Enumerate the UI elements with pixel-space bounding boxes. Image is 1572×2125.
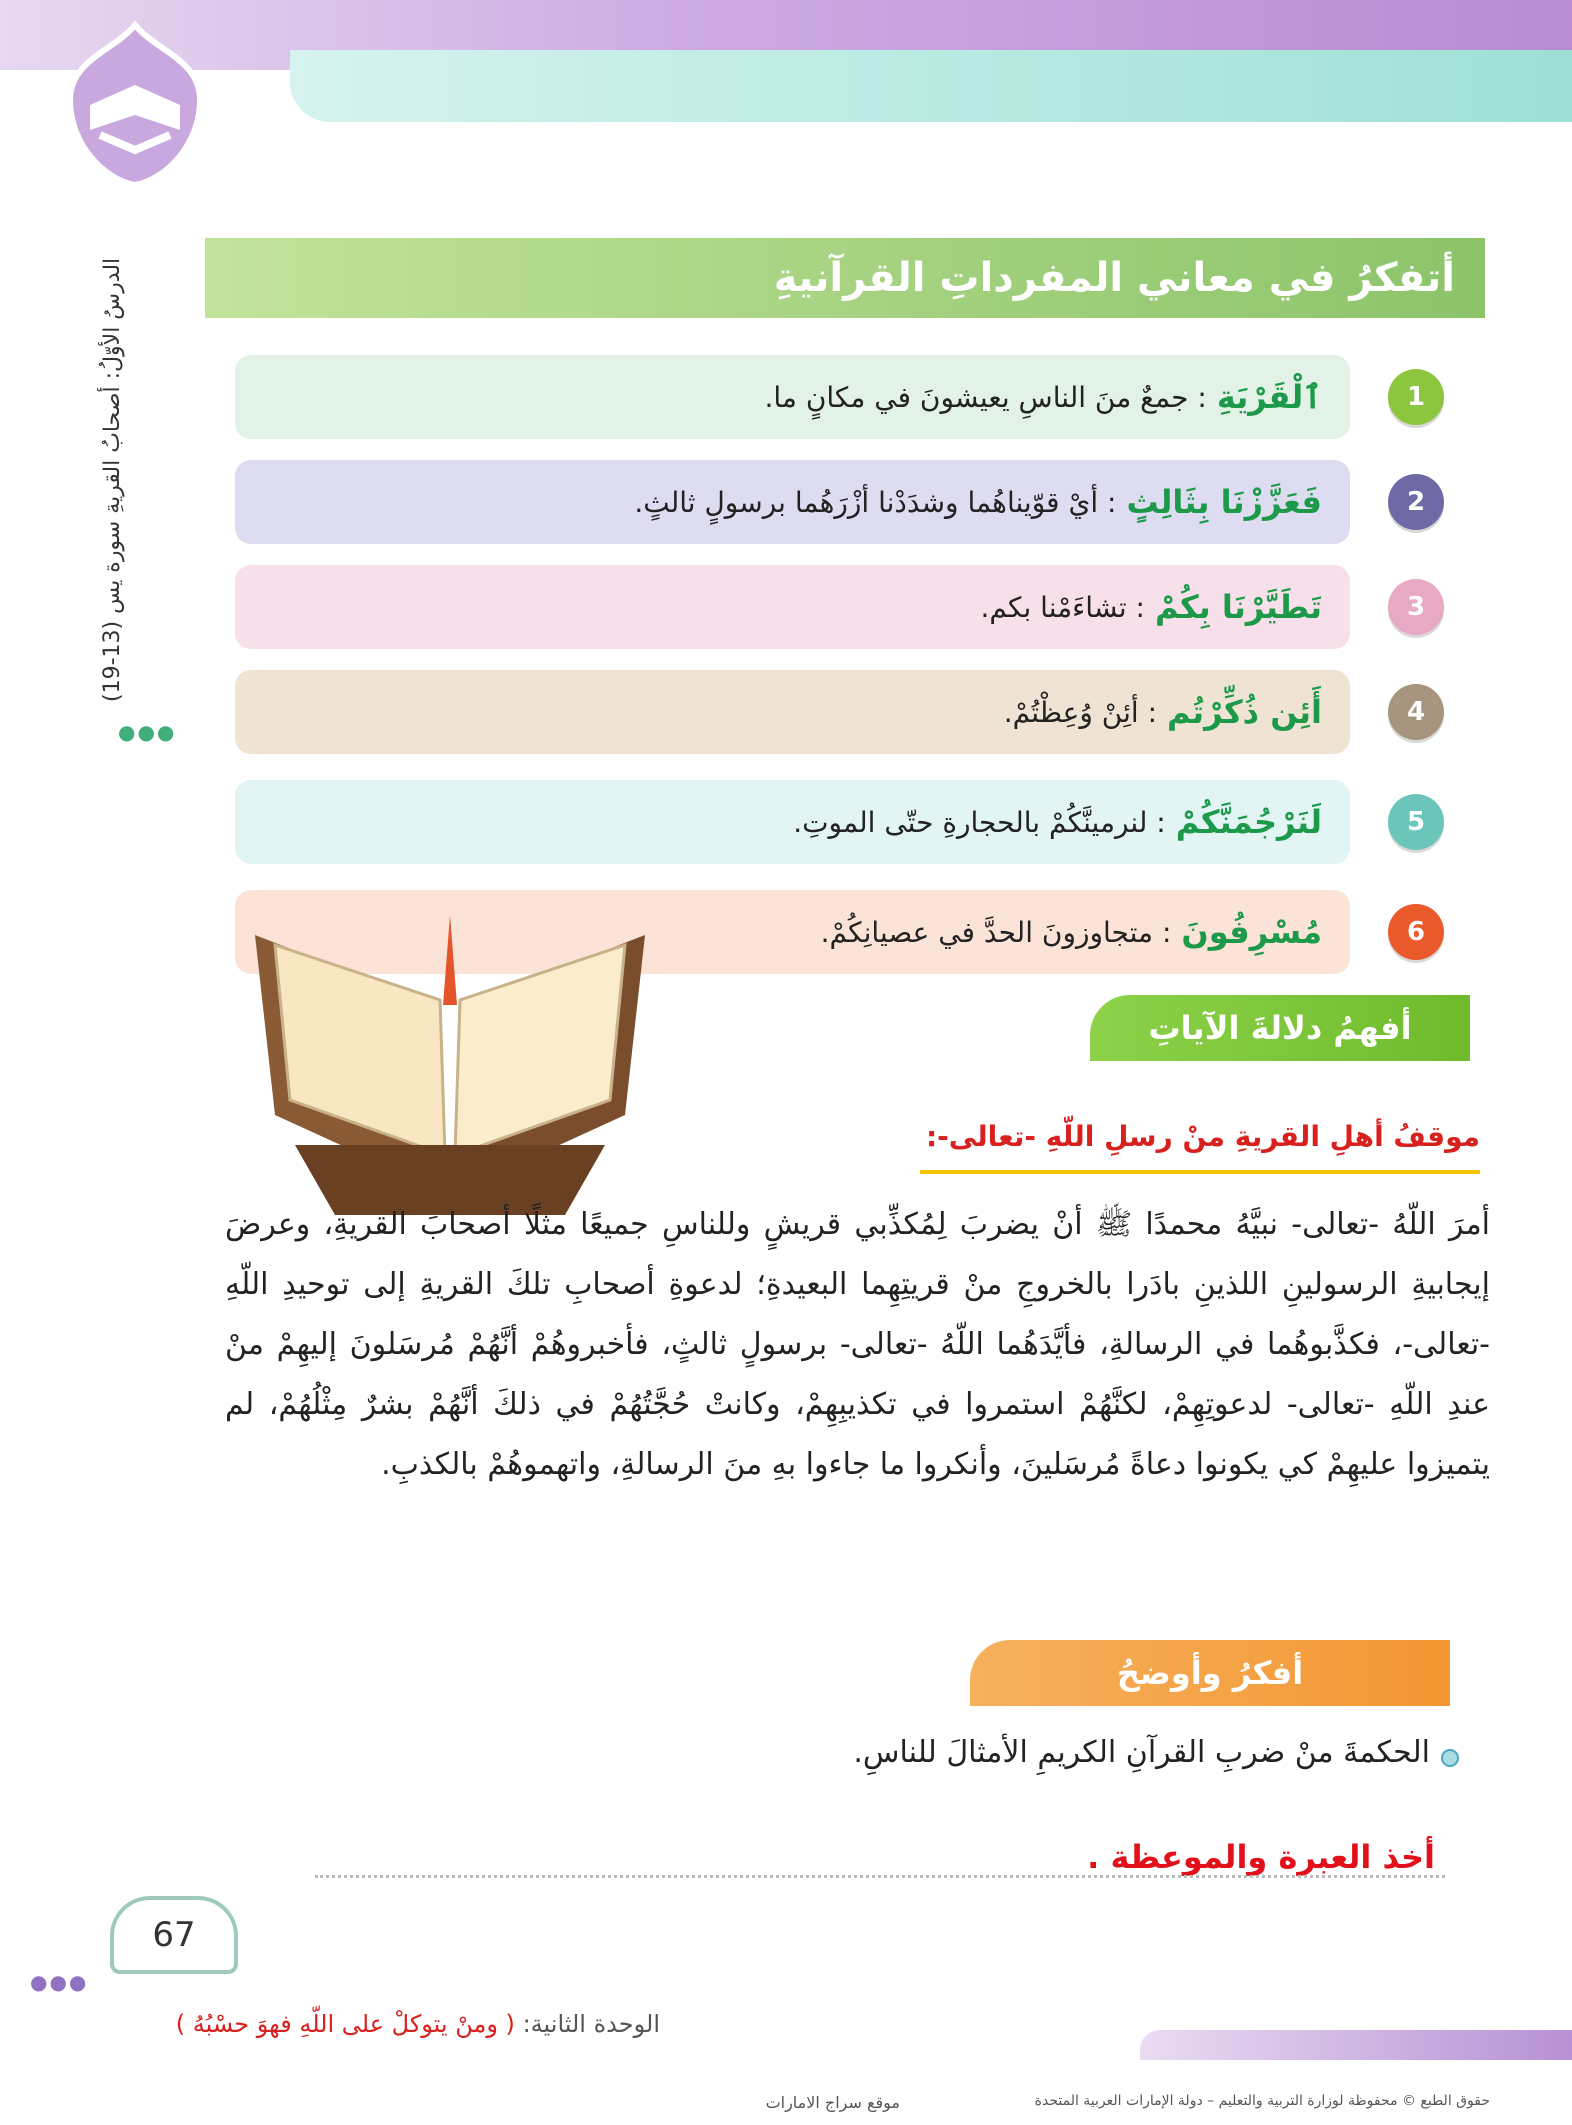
vocab-row — [235, 565, 1350, 649]
footer-band — [1140, 2030, 1572, 2060]
footer-rights: حقوق الطبع © محفوظة لوزارة التربية والتعليم – دولة الإمارات العربية المتحدة — [1034, 2093, 1490, 2109]
answer-line — [315, 1875, 1445, 1878]
vocab-number-badge: 5 — [1388, 794, 1444, 850]
quran-stand-icon — [235, 895, 665, 1225]
vocab-meaning: : متجاوزونَ الحدَّ في عصيانِكُمْ. — [820, 915, 1172, 949]
vocab-term: تَطَيَّرْنَا بِكُمْ — [1154, 588, 1322, 626]
footer-unit-title: ( ومنْ يتوكلْ على اللّهِ فهوَ حسْبُهُ ) — [175, 2010, 515, 2038]
footer-unit-label: الوحدة الثانية: — [522, 2010, 660, 2038]
top-teal-band — [290, 50, 1572, 122]
vocab-number-badge: 4 — [1388, 684, 1444, 740]
side-dots: ●●● — [118, 720, 177, 744]
lesson-side-title: الدرسُ الأوّلُ: أصحابُ القريةِ سورة يس (13-19) — [100, 257, 125, 703]
footer-site: موقع سراج الامارات — [765, 2093, 900, 2112]
quran-emblem-icon — [60, 20, 210, 190]
vocab-term: لَنَرْجُمَنَّكُمْ — [1175, 803, 1322, 841]
vocab-number-badge: 3 — [1388, 579, 1444, 635]
vocab-number-badge: 2 — [1388, 474, 1444, 530]
vocab-number-badge: 1 — [1388, 369, 1444, 425]
vocab-meaning: : تشاءَمْنا بكم. — [980, 590, 1145, 624]
question-text: الحكمةَ منْ ضربِ القرآنِ الكريمِ الأمثالَ للناسِ. — [853, 1735, 1430, 1770]
explanation-paragraph: أمرَ اللّهُ -تعالى- نبيَّهُ محمدًا ﷺ أنْ يضربَ لِمُكذِّبي قريشٍ وللناسِ جميعًا مثلًا أصحابَ القريةِ، وعرضَ إيجابيةِ الرسولينِ اللذينِ بادَرا بالخروجِ منْ قريتِهِما البعيدةِ؛ لدعوةِ أصحابِ تلكَ القريةِ إلى توحيدِ اللّهِ -تعالى-، فكذَّبوهُما في الرسالةِ، فأيَّدَهُما اللّهُ -تعالى- برسولٍ ثالثٍ، فأخبروهُمْ أنَّهُمْ مُرسَلونَ إليهِمْ منْ عندِ اللّهِ -تعالى- لدعوتِهِمْ، لكنَّهُمْ استمروا في تكذيبِهِمْ، وكانتْ حُجَّتُهُمْ في ذلكَ أنَّهُمْ بشرٌ مِثْلُهُمْ، لم يتميزوا عليهِمْ كي يكونوا دعاةً مُرسَلينَ، وأنكروا ما جاءوا بهِ منَ الرسالةِ، واتهموهُمْ بالكذبِ. — [225, 1207, 1490, 1482]
footer-dots: ●●● — [30, 1970, 89, 1994]
vocab-row — [235, 460, 1350, 544]
tab-understand-verses: أفهمُ دلالةَ الآياتِ — [1090, 995, 1470, 1061]
section-title: أتفكرُ في معاني المفرداتِ القرآنيةِ — [205, 238, 1485, 318]
vocab-number-badge: 6 — [1388, 904, 1444, 960]
vocab-row — [235, 355, 1350, 439]
footer-unit — [0, 2010, 660, 2038]
answer-text[interactable]: أخذ العبرة والموعظة . — [1087, 1838, 1435, 1876]
vocab-meaning: : جمعٌ منَ الناسِ يعيشونَ في مكانٍ ما. — [764, 380, 1207, 414]
vocab-term: أَئِن ذُكِّرْتُم — [1167, 693, 1322, 731]
vocab-term: فَعَزَّزْنَا بِثَالِثٍ — [1126, 483, 1322, 521]
vocab-term: ٱلْقَرْيَةِ — [1216, 378, 1322, 416]
vocab-row — [235, 780, 1350, 864]
vocab-meaning: : لنرمينَّكُمْ بالحجارةِ حتّى الموتِ. — [793, 805, 1166, 839]
vocab-term: مُسْرِفُونَ — [1181, 913, 1322, 951]
bullet-icon — [1440, 1748, 1460, 1768]
vocab-meaning: : أيْ قوّيناهُما وشدَدْنا أزْرَهُما برسولٍ ثالثٍ. — [634, 485, 1117, 519]
subheading: موقفُ أهلِ القريةِ منْ رسلِ اللّهِ -تعالى-: — [920, 1120, 1480, 1174]
vocab-meaning: : أئِنْ وُعِظْتُمْ. — [1003, 695, 1158, 729]
tab-think-explain: أفكرُ وأوضحُ — [970, 1640, 1450, 1706]
vocab-row — [235, 670, 1350, 754]
page-number: 67 — [110, 1896, 238, 1974]
